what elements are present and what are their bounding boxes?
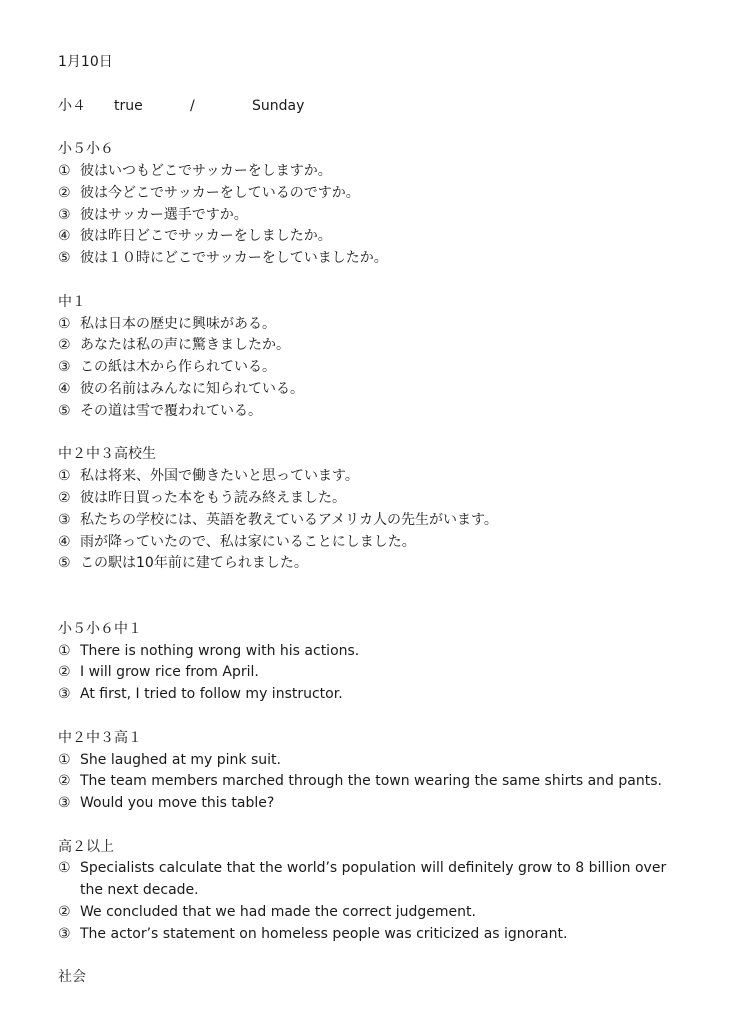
list-item (58, 314, 718, 336)
section-heading: 中１ (58, 293, 86, 310)
list-item (58, 379, 718, 401)
item-text: 私たちの学校には、英語を教えているアメリカ人の先生がいます。 (80, 511, 498, 528)
item-number: ④ (58, 533, 71, 550)
item-text: The actor’s statement on homeless people was criticized as ignorant. (80, 925, 568, 942)
item-number: ① (58, 468, 71, 485)
item-text: I will grow rice from April. (80, 664, 259, 681)
blank-line (58, 74, 718, 96)
blank-line (58, 946, 718, 968)
item-text: Specialists calculate that the world’s population will definitely grow to 8 billion over the next decade. (80, 860, 667, 899)
section-heading: 中２中３高校生 (58, 446, 156, 463)
section-heading: 中２中３高１ (58, 729, 142, 746)
item-text: 雨が降っていたので、私は家にいることにしました。 (80, 533, 416, 550)
list-item (58, 205, 718, 227)
item-text: 私は将来、外国で働きたいと思っています。 (80, 468, 359, 485)
list-item (58, 183, 718, 205)
list-item (58, 684, 718, 706)
item-text: At first, I tried to follow my instructor. (80, 686, 343, 703)
item-number: ① (58, 642, 71, 659)
item-text: 彼の名前はみんなに知られている。 (80, 380, 304, 397)
list-item (58, 750, 718, 772)
item-number: ③ (58, 359, 71, 376)
blank-line (58, 117, 718, 139)
item-number: ③ (58, 206, 71, 223)
item-number: ⑤ (58, 555, 71, 572)
item-text: 彼はいつもどこでサッカーをしますか。 (80, 162, 332, 179)
section-heading: 小５小６中１ (58, 620, 142, 637)
list-item (58, 532, 718, 554)
item-text: We concluded that we had made the correct judgement. (80, 904, 476, 921)
list-item (58, 553, 718, 575)
item-text: Would you move this table? (80, 795, 275, 812)
footer-heading: 社会 (58, 969, 86, 986)
list-item (58, 641, 718, 663)
blank-line (58, 423, 718, 445)
item-text: その道は雪で覆われている。 (80, 402, 262, 419)
list-item (58, 335, 718, 357)
list-item (58, 357, 718, 379)
item-text: この駅は10年前に建てられました。 (80, 555, 308, 572)
item-text: She laughed at my pink suit. (80, 751, 281, 768)
item-number: ① (58, 860, 71, 877)
item-number: ③ (58, 511, 71, 528)
day-label: Sunday (252, 97, 305, 114)
item-number: ② (58, 773, 71, 790)
item-number: ⑤ (58, 250, 71, 267)
item-text: There is nothing wrong with his actions. (80, 642, 360, 659)
list-item (58, 793, 718, 815)
item-number: ③ (58, 686, 71, 703)
header-row (58, 96, 718, 118)
list-item (58, 510, 718, 532)
list-item (58, 248, 718, 270)
item-text: 私は日本の歴史に興味がある。 (80, 315, 276, 332)
item-text: 彼は昨日買った本をもう読み終えました。 (80, 489, 346, 506)
item-number: ② (58, 904, 71, 921)
item-number: ① (58, 162, 71, 179)
list-item (58, 858, 718, 902)
item-number: ① (58, 315, 71, 332)
item-number: ② (58, 489, 71, 506)
item-number: ⑤ (58, 402, 71, 419)
item-text: この紙は木から作られている。 (80, 359, 276, 376)
list-item (58, 488, 718, 510)
list-item (58, 771, 718, 793)
item-number: ① (58, 751, 71, 768)
item-number: ② (58, 664, 71, 681)
grade-label: 小４ (58, 97, 86, 114)
blank-line (58, 270, 718, 292)
item-text: あなたは私の声に驚きましたか。 (80, 337, 290, 354)
item-text: 彼はサッカー選手ですか。 (80, 206, 248, 223)
list-item (58, 924, 718, 946)
blank-lines (58, 575, 718, 619)
list-item (58, 902, 718, 924)
blank-line (58, 815, 718, 837)
list-item (58, 226, 718, 248)
item-number: ③ (58, 795, 71, 812)
section-heading: 小５小６ (58, 141, 114, 158)
word-label: true (114, 97, 143, 114)
item-number: ③ (58, 925, 71, 942)
item-number: ④ (58, 228, 71, 245)
item-text: 彼は昨日どこでサッカーをしましたか。 (80, 228, 332, 245)
item-text: 彼は１０時にどこでサッカーをしていましたか。 (80, 250, 388, 267)
list-item (58, 662, 718, 684)
section-heading: 高２以上 (58, 838, 114, 855)
list-item (58, 466, 718, 488)
slash-separator: / (190, 97, 195, 114)
item-text: The team members marched through the town wearing the same shirts and pants. (80, 773, 662, 790)
item-number: ② (58, 337, 71, 354)
list-item (58, 401, 718, 423)
item-number: ④ (58, 380, 71, 397)
date-line: 1月10日 (58, 54, 113, 70)
blank-line (58, 706, 718, 728)
item-number: ② (58, 184, 71, 201)
list-item (58, 161, 718, 183)
item-text: 彼は今どこでサッカーをしているのですか。 (80, 184, 360, 201)
document-page (58, 52, 718, 989)
